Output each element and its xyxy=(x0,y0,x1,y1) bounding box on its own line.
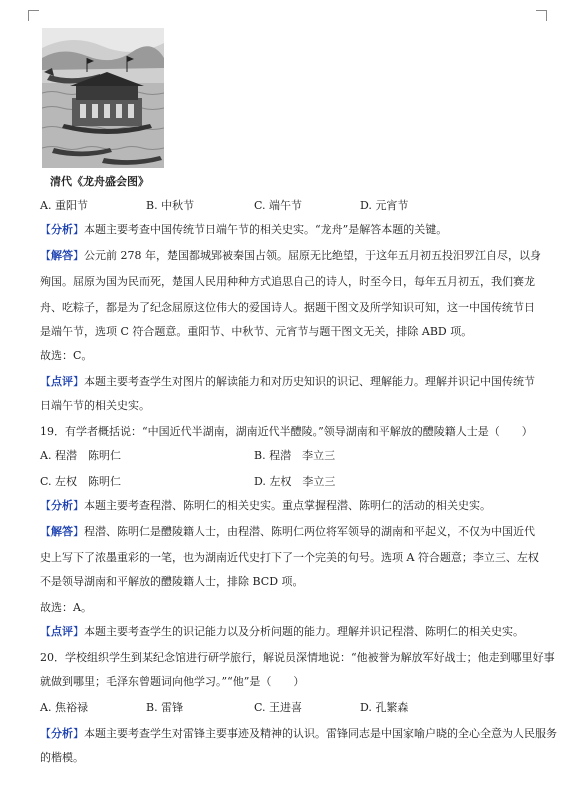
q20-analysis-line-1: 【分析】本题主要考查学生对雷锋主要事迹及精神的认识。雷锋同志是中国家喻户晓的全心全意为人民服务 xyxy=(40,727,557,740)
q18-option-c: C. 端午节 xyxy=(254,199,303,212)
q20-stem-line-1: 20．学校组织学生到某纪念馆进行研学旅行，解说员深情地说：“他被誉为解放军好战士；他走到哪里好事 xyxy=(40,651,555,664)
q18-comment-line-2: 日端午节的相关史实。 xyxy=(40,399,150,412)
q20-option-a: A. 焦裕禄 xyxy=(40,701,88,714)
page-corner-mark-left xyxy=(28,10,39,21)
q18-option-d: D. 元宵节 xyxy=(360,199,409,212)
q18-analysis: 【分析】本题主要考查中国传统节日端午节的相关史实。“龙舟”是解答本题的关键。 xyxy=(40,223,448,236)
q19-option-d: D. 左权 李立三 xyxy=(254,475,336,488)
q19-answer-line-3: 不是领导湖南和平解放的醴陵籍人士，排除 BCD 项。 xyxy=(40,575,304,588)
q20-option-c: C. 王进喜 xyxy=(254,701,303,714)
dragon-boat-painting xyxy=(42,28,164,168)
q18-answer-line-3: 舟、吃粽子，都是为了纪念屈原这位伟大的爱国诗人。据题干图文及所学知识可知，这一中国传统节日 xyxy=(40,301,535,314)
q19-choice: 故选：A。 xyxy=(40,601,92,614)
painting-illustration xyxy=(42,28,164,168)
q18-option-b: B. 中秋节 xyxy=(146,199,195,212)
q20-option-b: B. 雷锋 xyxy=(146,701,184,714)
q20-stem-line-2: 就做到哪里；毛泽东曾题词向他学习。”“他”是（ ） xyxy=(40,675,305,688)
q19-analysis: 【分析】本题主要考查程潜、陈明仁的相关史实。重点掌握程潜、陈明仁的活动的相关史实。 xyxy=(40,499,491,512)
q19-option-c: C. 左权 陈明仁 xyxy=(40,475,122,488)
q18-choice: 故选：C。 xyxy=(40,349,93,362)
q18-option-a: A. 重阳节 xyxy=(40,199,88,212)
q19-comment: 【点评】本题主要考查学生的识记能力以及分析问题的能力。理解并识记程潜、陈明仁的相关史实。 xyxy=(40,625,524,638)
q20-option-d: D. 孔繁森 xyxy=(360,701,409,714)
figure-caption: 清代《龙舟盛会图》 xyxy=(50,175,149,188)
q19-option-a: A. 程潜 陈明仁 xyxy=(40,449,121,462)
q19-stem: 19．有学者概括说：“中国近代半湖南，湖南近代半醴陵。”领导湖南和平解放的醴陵籍人士是（ ） xyxy=(40,425,533,438)
q18-answer-line-2: 殉国。屈原为国为民而死，楚国人民用种种方式追思自己的诗人，时至今日，每年五月初五，我们赛龙 xyxy=(40,275,535,288)
q19-answer-line-2: 史上写下了浓墨重彩的一笔，也为湖南近代史打下了一个完美的句号。选项 A 符合题意；李立三、左权 xyxy=(40,551,539,564)
page-corner-mark-right xyxy=(536,10,547,21)
q19-answer-line-1: 【解答】程潜、陈明仁是醴陵籍人士，由程潜、陈明仁两位将军领导的湖南和平起义，不仅为中国近代 xyxy=(40,525,535,538)
q18-comment-line-1: 【点评】本题主要考查学生对图片的解读能力和对历史知识的识记、理解能力。理解并识记中国传统节 xyxy=(40,375,535,388)
q19-option-b: B. 程潜 李立三 xyxy=(254,449,336,462)
q18-answer-line-1: 【解答】公元前 278 年，楚国都城郢被秦国占领。屈原无比绝望，于这年五月初五投汨罗江自尽，以身 xyxy=(40,249,541,262)
q20-analysis-line-2: 的楷模。 xyxy=(40,751,84,764)
q18-answer-line-4: 是端午节，选项 C 符合题意。重阳节、中秋节、元宵节与题干图文无关，排除 ABD 项。 xyxy=(40,325,473,338)
